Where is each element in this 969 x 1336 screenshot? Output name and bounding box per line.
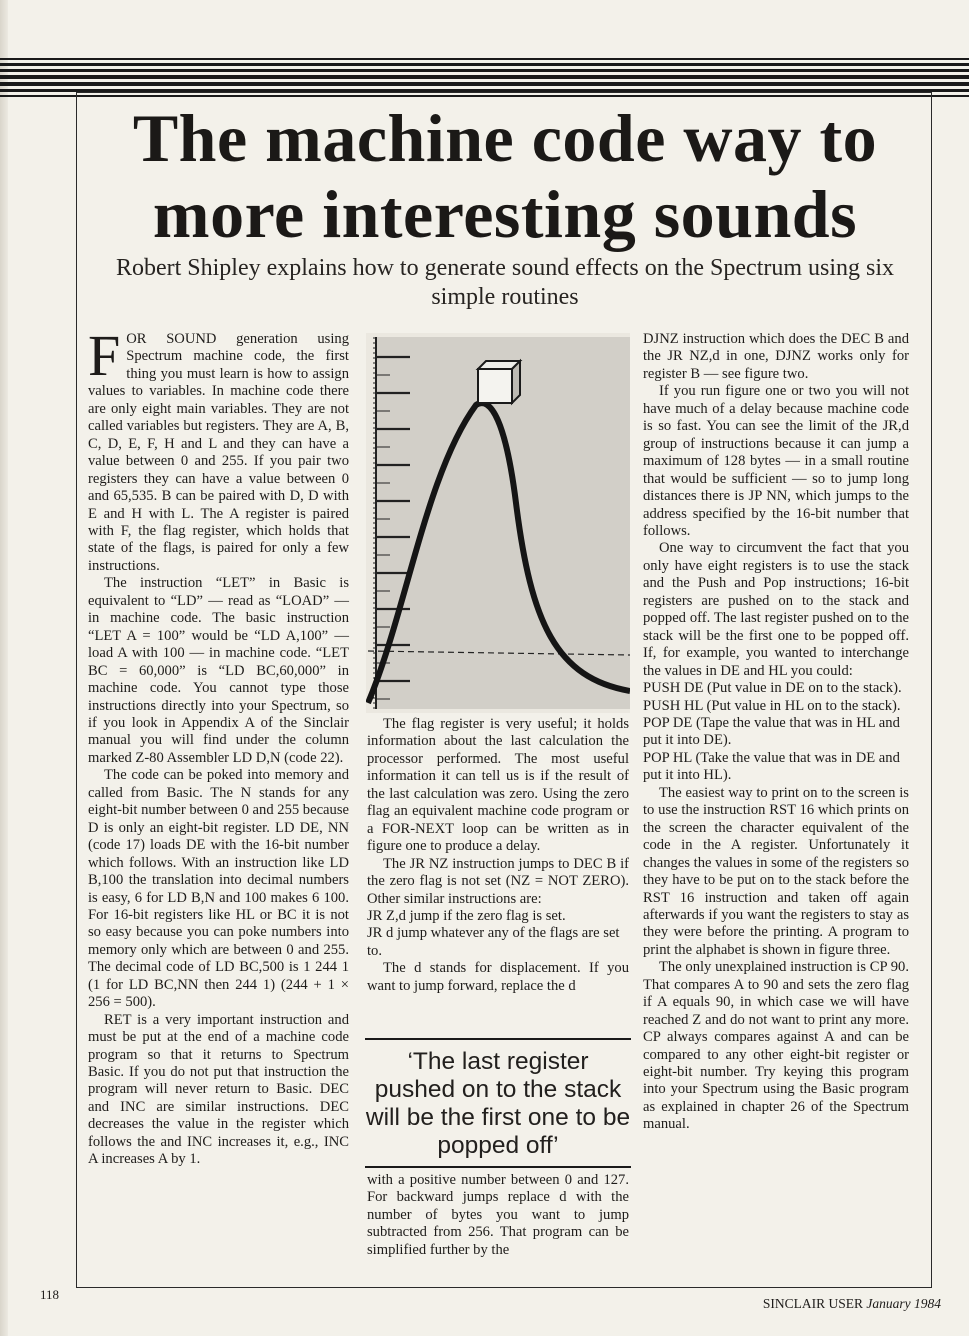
running-footer: [763, 1296, 941, 1312]
page-number: 118: [40, 1287, 60, 1302]
column-two-continued: [367, 1172, 629, 1259]
instruction-line: POP DE (Tape the value that was in HL and put it into DE).: [643, 714, 900, 749]
body-paragraph: The only unexplained instruction is CP 90. That compares A to 90 and sets the zero flag if A equals 90, in which case we will have reached Z and do not want to print any more. CP always compares against A and can be compared to any other eight-bit register or eight-bit number. Try keying this program into your Spectrum using the Basic program as explained in chapter 26 of the Spectrum manual.: [643, 959, 909, 1133]
instruction-line: JR d jump whatever any of the flags are set to.: [367, 925, 620, 959]
body-paragraph: RET is a very important instruction and must be put at the end of a machine code program so that it returns to Spectrum Basic. If you do not put that instruction the program will never return to Basic. DEC and INC are similar instructions. DEC decreases the value in the register which follows the and INC increases it, e.g., INC A increases A by 1.: [88, 1011, 349, 1168]
pull-quote: ‘The last register pushed on to the stack will be the first one to be popped off’: [365, 1038, 631, 1168]
instruction-line: POP HL (Take the value that was in DE and put it into HL).: [643, 749, 900, 784]
body-paragraph: The instruction “LET” in Basic is equivalent to “LD” — read as “LOAD” — in machine code. The basic instruction “LET A = 100” would be “LD A,100” — load A with 100 — in machine code. “LET BC = 60,000” is “LD BC,60,000” in machine code. You cannot type those instructions directly into your Spectrum, so if you look in Appendix A of the Sinclair manual you will find under the column marked Z-80 Assembler LD D,N (code 22).: [88, 575, 349, 766]
column-three: [643, 331, 909, 1134]
page-binding-edge: [0, 0, 8, 1336]
article-standfirst: Robert Shipley explains how to generate sound effects on the Spectrum using six simple routines: [115, 255, 895, 310]
drop-cap: F: [88, 323, 121, 388]
column-one: [88, 323, 349, 1169]
instruction-line: PUSH DE (Put value in DE on to the stack).: [643, 680, 902, 697]
body-paragraph: The easiest way to print on to the screen is to use the instruction RST 16 which prints on the screen the character equivalent of the code in the A register. Unfortunately it changes the values in some of the registers so they have to be put on to the stack before the RST 16 instruction and taken off again afterwards if you want the registers to stay as they were before the printing. A program to print the alphabet is shown in figure three.: [643, 784, 909, 958]
magazine-name: SINCLAIR USER: [762, 1296, 863, 1311]
column-two: [367, 716, 629, 995]
bouncing-sound-illustration: [366, 333, 630, 713]
body-paragraph: The code can be poked into memory and called from Basic. The N stands for any eight-bit number between 0 and 255 because D is only an eight-bit register. LD DE, NN (code 17) loads DE with the 16-bit number which follows. With an instruction like LD B,100 the translation into decimal numbers is easy, 6 for LD B,N and 100 makes 6 100. For 16-bit registers like HL or BC it is not so easy because you can poke numbers into memory only which are between 0 and 255. The decimal code of LD BC,500 is 1 244 1 (1 for LD BC,NN then 244 1) (244 + 1 × 256 = 500).: [88, 767, 349, 1011]
article-title: The machine code way to more interesting sounds: [132, 100, 878, 252]
body-paragraph: The d stands for displacement. If you want to jump forward, replace the d: [367, 960, 629, 994]
body-paragraph: DJNZ instruction which does the DEC B and the JR NZ,d in one, DJNZ works only for register B — see figure two.: [643, 331, 909, 382]
instruction-line: JR Z,d jump if the zero flag is set.: [367, 907, 566, 924]
instruction-line: PUSH HL (Put value in HL on to the stack).: [643, 697, 901, 714]
opening-text: OR SOUND generation using Spectrum machine code, the first thing you must learn is how to assign values to variables. In machine code there are only eight main variables. They are not called variables but registers. They are A, B, C, D, E, F, H and L and they can have a value between 0 and 255. If you pair two registers they can have a value between 0 and 65,535. B can be paired with D, D with E and H with L. The A register is paired with F, the flag register, which holds that state of the flags, is paired for only a few instructions.: [88, 331, 349, 574]
body-paragraph: The JR NZ instruction jumps to DEC B if the zero flag is not set (NZ = NOT ZERO). Other similar instructions are:: [367, 855, 629, 907]
issue-date: January 1984: [866, 1296, 941, 1311]
body-paragraph: with a positive number between 0 and 127. For backward jumps replace d with the number of bytes you want to jump subtracted from 256. That program can be simplified further by the: [367, 1172, 629, 1258]
body-paragraph: If you run figure one or two you will not have much of a delay because machine code is so fast. You can see the limit of the JR,d group of instructions because it can jump a maximum of 128 bytes — in a small routine that would be sufficient — so to jump long distances there is JP NN, which jumps to the address specified by the 16-bit number that follows.: [643, 383, 909, 539]
body-paragraph: One way to circumvent the fact that you only have eight registers is to use the stack and the Push and Pop instructions; 16-bit registers are pushed on to the stack and popped off. The last register pushed on to the stack will be the first one to be popped off. If, for example, you wanted to interchange the values in DE and HL you could:: [643, 540, 909, 679]
body-paragraph: The flag register is very useful; it holds information about the last calculation the processor performed. The most useful information it can tell us is if the result of the last calculation was zero. Using the zero flag an equivalent machine code program or a FOR-NEXT loop can be written as in figure one to produce a delay.: [367, 716, 629, 855]
opening-paragraph: [88, 323, 349, 575]
